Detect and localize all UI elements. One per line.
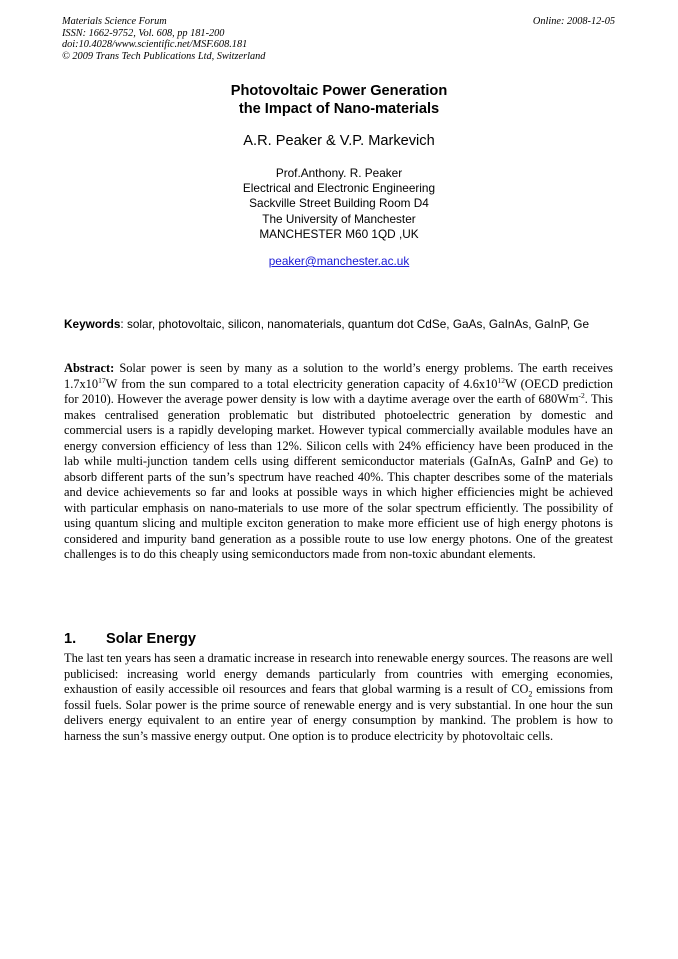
- affiliation-line: MANCHESTER M60 1QD ,UK: [259, 226, 419, 241]
- abstract-text: . This makes centralised generation problematic but distributed photoelectric generation by domestic and commercial users is a rapidly developing market. However typical commercially available modules have an energy conversion efficiency of less than 12%. Silicon cells with 24% efficiency have been produced in the lab while multi-junction tandem cells using different semiconductor materials (GaInAs, GaInP and Ge) to absorb different parts of the sun’s spectrum have reached 40%. This chapter describes some of the materials and device achievements so far and looks at possible ways in which higher efficiencies might be achieved with particular emphasis on nano-materials to use more of the solar spectrum efficiently. The possibility of using quantum slicing and multiple exciton generation to make more efficient use of high energy photons is considered and impurity band generation as a possible route to use low energy photons. One of the greatest challenges is to do this cheaply using semiconductors made from non-toxic abundant elements.: [64, 392, 614, 561]
- keywords-text: : solar, photovoltaic, silicon, nanomaterials, quantum dot CdSe, GaAs, GaInAs, GaInP, Ge: [120, 317, 590, 331]
- section-title: Solar Energy: [106, 631, 197, 647]
- journal-issn: ISSN: 1662-9752, Vol. 608, pp 181-200: [62, 27, 225, 39]
- keywords: [64, 317, 613, 333]
- section-body: [64, 651, 613, 744]
- journal-name: Materials Science Forum: [62, 16, 167, 27]
- title-block: [62, 82, 616, 269]
- affiliation-line: Electrical and Electronic Engineering: [242, 181, 436, 196]
- paper-title-line1: Photovoltaic Power Generation: [230, 83, 448, 99]
- section-text: emissions from fossil fuels. Solar power is the prime source of renewable energy and is very substantial. In one hour the sun delivers energy equivalent to an entire year of energy consumption by mankind. The problem is how to harness the sun’s massive energy output. One option is to produce electricity by photovoltaic cells.: [64, 682, 613, 743]
- abstract-superscript: -2: [578, 390, 585, 400]
- abstract-superscript: 12: [497, 375, 505, 385]
- paper-title-line2: the Impact of Nano-materials: [238, 101, 440, 117]
- affiliation-line: Sackville Street Building Room D4: [249, 196, 429, 211]
- abstract: [64, 361, 613, 563]
- section-text: The last ten years has seen a dramatic increase in research into renewable energy sources. The reasons are well publicised: increasing world energy demands particularly from countries with emerging economies, exhaustion of easily accessible oil resources and fears that global warming is a result of CO: [64, 651, 613, 696]
- section-subscript: 2: [528, 689, 533, 699]
- affiliation-line: The University of Manchester: [262, 211, 416, 226]
- email-link[interactable]: peaker@manchester.ac.uk: [268, 254, 410, 269]
- abstract-text: Solar power is seen by many as a solution to the world’s energy problems. The earth receives 1.7x10: [64, 361, 613, 391]
- abstract-superscript: 17: [98, 375, 106, 385]
- affiliation-line: Prof.Anthony. R. Peaker: [275, 166, 403, 180]
- online-date: Online: 2008-12-05: [532, 16, 615, 27]
- paper-authors: A.R. Peaker & V.P. Markevich: [243, 133, 435, 149]
- journal-doi: doi:10.4028/www.scientific.net/MSF.608.181: [62, 39, 248, 51]
- section-number: 1.: [64, 631, 77, 647]
- paper-title: [62, 82, 616, 118]
- section-heading: [64, 630, 196, 648]
- abstract-text: W (OECD prediction for 2010). However the average power density is low with a daytime average over the earth of 680Wm: [64, 376, 613, 406]
- keywords-label: Keywords: [64, 317, 121, 331]
- journal-copyright: © 2009 Trans Tech Publications Ltd, Switzerland: [62, 50, 266, 62]
- abstract-label: Abstract:: [64, 361, 115, 375]
- abstract-text: W from the sun compared to a total electricity generation capacity of 4.6x10: [105, 376, 498, 391]
- affiliation: [62, 166, 616, 242]
- journal-header: [62, 16, 265, 62]
